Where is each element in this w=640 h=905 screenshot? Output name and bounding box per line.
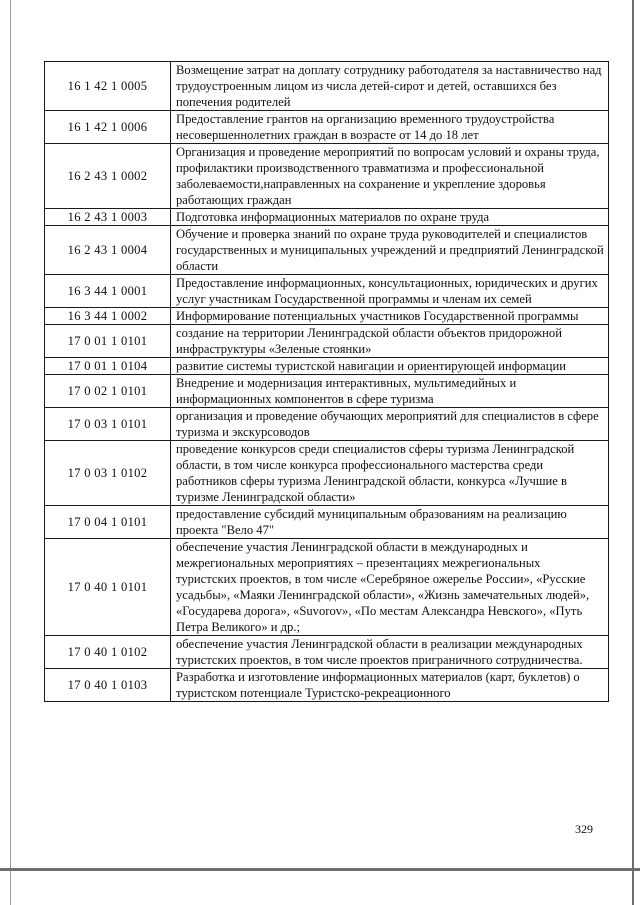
row-description: Предоставление грантов на организацию временного трудоустройства несовершеннолетних граждан в возрасте от 14 до 18 лет [171,111,609,144]
row-code: 17 0 04 1 0101 [45,506,171,539]
table-row [45,669,609,702]
row-description: проведение конкурсов среди специалистов сферы туризма Ленинградской области, в том числе конкурса профессионального мастерства среди работников сферы туризма Ленинградской области, конкурса «Лучшие в туризме Ленинградской области» [171,441,609,506]
row-description: Подготовка информационных материалов по охране труда [171,209,609,226]
table-row [45,226,609,275]
scan-edge-right [632,0,634,905]
row-code: 17 0 01 1 0101 [45,325,171,358]
row-description: развитие системы туристской навигации и ориентирующей информации [171,358,609,375]
table-body [45,62,609,702]
row-description: обеспечение участия Ленинградской области в международных и межрегиональных мероприятиях – презентациях межрегиональных туристских проектов, в том числе «Серебряное ожерелье России», «Русские усадьбы», «Маяки Ленинградской области», «Жизнь замечательных людей», «Государева дорога», «Suvorov», «По местам Александра Невского», «Путь Петра Великого» и др.; [171,539,609,636]
row-description: Внедрение и модернизация интерактивных, мультимедийных и информационных компонентов в сфере туризма [171,375,609,408]
table-row [45,275,609,308]
table-row [45,441,609,506]
page-number: 329 [575,822,593,836]
scan-edge-left [10,0,11,905]
table-row [45,375,609,408]
row-code: 16 1 42 1 0005 [45,62,171,111]
row-code: 16 3 44 1 0002 [45,308,171,325]
row-code: 16 2 43 1 0002 [45,144,171,209]
table-row [45,308,609,325]
row-code: 17 0 40 1 0101 [45,539,171,636]
table-row [45,358,609,375]
row-code: 16 1 42 1 0006 [45,111,171,144]
row-code: 17 0 40 1 0102 [45,636,171,669]
row-code: 17 0 02 1 0101 [45,375,171,408]
table-row [45,209,609,226]
table-row [45,144,609,209]
row-code: 17 0 03 1 0102 [45,441,171,506]
row-description: Предоставление информационных, консультационных, юридических и других услуг участникам Государственной программы и членам их семей [171,275,609,308]
table-row [45,506,609,539]
row-description: обеспечение участия Ленинградской области в реализации международных туристских проектов, в том числе проектов приграничного сотрудничества. [171,636,609,669]
scan-edge-bottom [0,868,640,871]
row-description: организация и проведение обучающих мероприятий для специалистов в сфере туризма и экскурсоводов [171,408,609,441]
row-description: Информирование потенциальных участников Государственной программы [171,308,609,325]
table-row [45,111,609,144]
row-description: Организация и проведение мероприятий по вопросам условий и охраны труда, профилактики производственного травматизма и профессиональной заболеваемости,направленных на сохранение и укрепление здоровья работающих граждан [171,144,609,209]
row-code: 17 0 01 1 0104 [45,358,171,375]
row-description: Разработка и изготовление информационных материалов (карт, буклетов) о туристском потенциале Туристско-рекреационного [171,669,609,702]
row-description: предоставление субсидий муниципальным образованиям на реализацию проекта "Вело 47" [171,506,609,539]
row-code: 17 0 40 1 0103 [45,669,171,702]
budget-codes-table [44,61,609,702]
table-row [45,62,609,111]
row-description: создание на территории Ленинградской области объектов придорожной инфраструктуры «Зеленые стоянки» [171,325,609,358]
row-code: 16 2 43 1 0003 [45,209,171,226]
table-row [45,408,609,441]
row-code: 17 0 03 1 0101 [45,408,171,441]
table-row [45,539,609,636]
row-code: 16 3 44 1 0001 [45,275,171,308]
row-description: Возмещение затрат на доплату сотруднику работодателя за наставничество над трудоустроенным лицом из числа детей-сирот и детей, оставшихся без попечения родителей [171,62,609,111]
row-code: 16 2 43 1 0004 [45,226,171,275]
table-row [45,325,609,358]
row-description: Обучение и проверка знаний по охране труда руководителей и специалистов государственных и муниципальных учреждений и предприятий Ленинградской области [171,226,609,275]
table-row [45,636,609,669]
